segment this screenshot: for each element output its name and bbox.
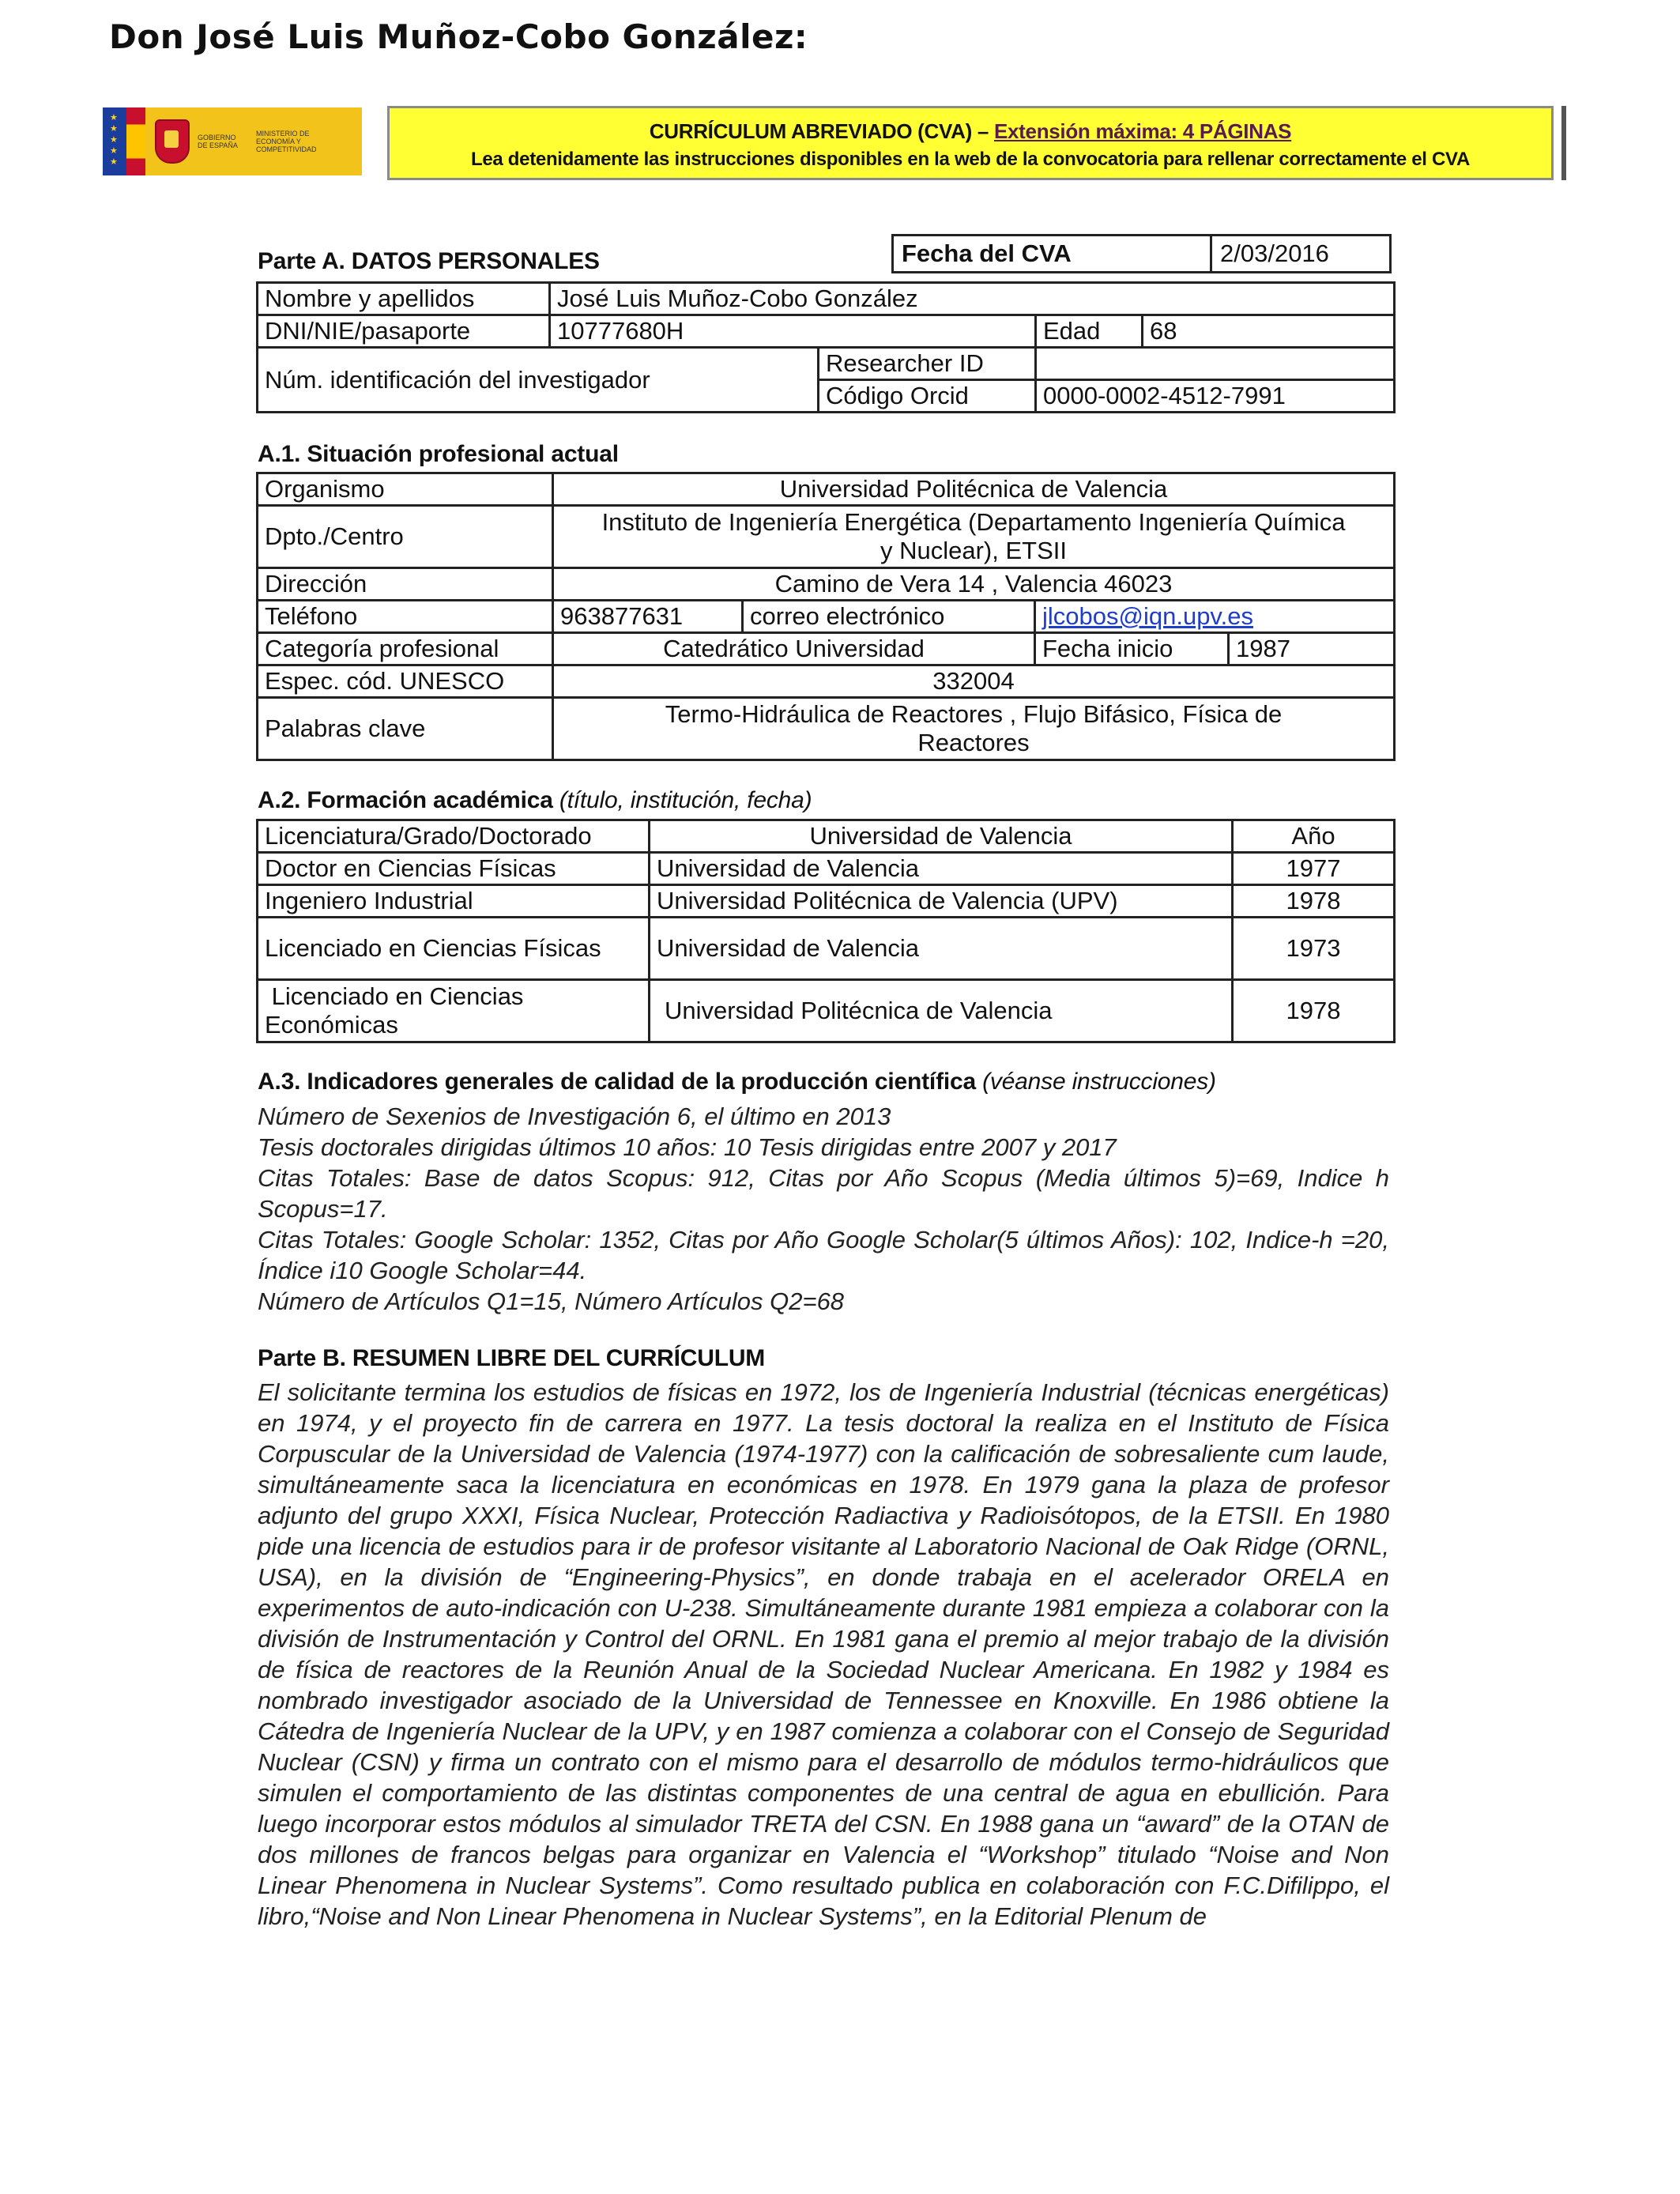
fecha-cva-table [891, 234, 1392, 273]
coat-of-arms-icon [155, 119, 190, 164]
organismo-value: Universidad Politécnica de Valencia [553, 473, 1395, 506]
formacion-header-anio: Año [1233, 820, 1395, 853]
fecha-cva-label: Fecha del CVA [893, 236, 1211, 273]
nombre-value: José Luis Muñoz-Cobo González [550, 283, 1395, 315]
formacion-titulo: Doctor en Ciencias Físicas [258, 853, 650, 885]
orcid-label: Código Orcid [819, 380, 1036, 413]
fecha-inicio-label: Fecha inicio [1035, 633, 1229, 665]
formacion-anio: 1973 [1233, 918, 1395, 980]
formacion-institucion: Universidad Politécnica de Valencia [650, 980, 1233, 1042]
banner-instructions: Lea detenidamente las instrucciones disponibles en la web de la convocatoria para rellenar correctamente el CVA [470, 149, 1471, 170]
dpto-label: Dpto./Centro [258, 506, 553, 568]
edad-value: 68 [1143, 315, 1395, 348]
part-b-title: Parte B. RESUMEN LIBRE DEL CURRÍCULUM [258, 1345, 766, 1371]
formacion-institucion: Universidad de Valencia [650, 918, 1233, 980]
banner-extension: Extensión máxima: 4 PÁGINAS [993, 119, 1292, 143]
unesco-label: Espec. cód. UNESCO [258, 665, 553, 698]
organismo-label: Organismo [258, 473, 553, 506]
email-link[interactable]: jlcobos@iqn.upv.es [1042, 602, 1253, 630]
a3-indicators [258, 1101, 1389, 1317]
logo-ministerio-text: MINISTERIO DE ECONOMÍA Y COMPETITIVIDAD [256, 130, 317, 153]
formacion-table [256, 819, 1396, 1043]
part-b-summary: El solicitante termina los estudios de físicas en 1972, los de Ingeniería Industrial (técnicas energéticas) en 1974, y el proyecto fin de carrera en 1977. La tesis doctoral la realiza en el Instituto de Física Corpuscular de la Universidad de Valencia (1974-1977) con la calificación de sobresaliente cum laude, simultáneamente saca la licenciatura en económicas en 1978. En 1979 gana la plaza de profesor adjunto del grupo XXXI, Física Nuclear, Protección Radiactiva y Radioisótopos, de la ETSII. En 1980 pide una licencia de estudios para ir de profesor visitante al Laboratorio Nacional de Oak Ridge (ORNL, USA), en la división de “Engineering-Physics”, en donde trabaja en el acelerador ORELA en experimentos de auto-indicación con U-238. Simultáneamente durante 1981 empieza a colaborar con la división de Instrumentación y Control del ORNL. En 1981 gana el premio al mejor trabajo de la división de física de reactores de la Reunión Anual de la Sociedad Nuclear Americana. En 1982 y 1984 es nombrado investigador asociado de la Universidad de Tennessee en Knoxville. En 1986 obtiene la Cátedra de Ingeniería Nuclear de la UPV, y en 1987 comienza a colaborar con el Consejo de Seguridad Nuclear (CSN) y firma un contrato con el mismo para el desarrollo de módulos termo-hidráulicos que simulen el comportamiento de las distintas componentes de una central de agua en ebullición. Para luego incorporar estos módulos al simulador TRETA del CSN. En 1988 gana un “award” de la OTAN de dos millones de francos belgas para organizar en Valencia el “Workshop” titulado “Noise and Non Linear Phenomena in Nuclear Systems”. Como resultado publica en colaboración con F.C.Difilippo, el libro,“Noise and Non Linear Phenomena in Nuclear Systems”, en la Editorial Plenum de [258, 1378, 1389, 1930]
dni-label: DNI/NIE/pasaporte [258, 315, 550, 348]
categoria-value: Catedrático Universidad [553, 633, 1035, 665]
formacion-titulo: Ingeniero Industrial [258, 885, 650, 918]
personal-data-table [256, 281, 1396, 413]
formacion-institucion: Universidad de Valencia [650, 853, 1233, 885]
indicator-line: Tesis doctorales dirigidas últimos 10 años: 10 Tesis dirigidas entre 2007 y 2017 [258, 1133, 1117, 1161]
dni-value: 10777680H [550, 315, 1036, 348]
formacion-institucion: Universidad Politécnica de Valencia (UPV) [650, 885, 1233, 918]
a2-title [258, 787, 812, 814]
formacion-titulo: Licenciado en Ciencias Físicas [258, 918, 650, 980]
unesco-value: 332004 [553, 665, 1395, 698]
telefono-label: Teléfono [258, 601, 553, 633]
fecha-inicio-value: 1987 [1229, 633, 1395, 665]
spain-flag-icon [126, 107, 145, 175]
correo-label: correo electrónico [743, 601, 1035, 633]
table-row [258, 918, 1395, 980]
formacion-header-titulo: Licenciatura/Grado/Doctorado [258, 820, 650, 853]
nombre-label: Nombre y apellidos [258, 283, 550, 315]
banner-title: CURRÍCULUM ABREVIADO (CVA) – [649, 119, 994, 143]
fecha-cva-value: 2/03/2016 [1211, 236, 1391, 273]
num-id-label: Núm. identificación del investigador [258, 348, 819, 413]
researcher-id-label: Researcher ID [819, 348, 1036, 380]
table-row [258, 853, 1395, 885]
indicator-line: Citas Totales: Google Scholar: 1352, Citas por Año Google Scholar(5 últimos Años): 102, Indice-h =20, Índice i10 Google Scholar=44. [258, 1226, 1389, 1284]
formacion-anio: 1978 [1233, 885, 1395, 918]
a3-title-text: A.3. Indicadores generales de calidad de la producción científica [258, 1069, 976, 1095]
page-heading: Don José Luis Muñoz-Cobo González: [109, 17, 808, 56]
edad-label: Edad [1036, 315, 1143, 348]
formacion-header-institucion: Universidad de Valencia [650, 820, 1233, 853]
direccion-value: Camino de Vera 14 , Valencia 46023 [553, 568, 1395, 601]
dpto-value: Instituto de Ingeniería Energética (Departamento Ingeniería Química y Nuclear), ETSII [553, 506, 1395, 568]
a1-title: A.1. Situación profesional actual [258, 441, 619, 467]
government-logo [103, 107, 362, 175]
part-a-title: Parte A. DATOS PERSONALES [258, 248, 600, 274]
orcid-value: 0000-0002-4512-7991 [1036, 380, 1395, 413]
researcher-id-value [1036, 348, 1395, 380]
palabras-label: Palabras clave [258, 698, 553, 760]
table-row [258, 980, 1395, 1042]
a2-title-text: A.2. Formación académica [258, 787, 553, 813]
banner-edge [1561, 106, 1566, 180]
a3-title [258, 1069, 1216, 1095]
a2-subtitle: (título, institución, fecha) [559, 787, 812, 813]
indicator-line: Número de Sexenios de Investigación 6, el último en 2013 [258, 1103, 891, 1130]
formacion-titulo: Licenciado en Ciencias Económicas [258, 980, 650, 1042]
formacion-anio: 1977 [1233, 853, 1395, 885]
indicator-line: Número de Artículos Q1=15, Número Artículos Q2=68 [258, 1287, 845, 1315]
a3-subtitle: (véanse instrucciones) [982, 1069, 1216, 1095]
eu-flag-icon: ★ ★ ★ ★ ★ [103, 107, 126, 175]
categoria-label: Categoría profesional [258, 633, 553, 665]
direccion-label: Dirección [258, 568, 553, 601]
situacion-table [256, 472, 1396, 761]
cva-banner [387, 106, 1554, 180]
telefono-value: 963877631 [553, 601, 743, 633]
indicator-line: Citas Totales: Base de datos Scopus: 912, Citas por Año Scopus (Media últimos 5)=69, Indice h Scopus=17. [258, 1164, 1389, 1223]
palabras-value: Termo-Hidráulica de Reactores , Flujo Bifásico, Física de Reactores [553, 698, 1395, 760]
formacion-anio: 1978 [1233, 980, 1395, 1042]
table-row [258, 885, 1395, 918]
logo-gobierno-text: GOBIERNO DE ESPAÑA [198, 134, 238, 149]
